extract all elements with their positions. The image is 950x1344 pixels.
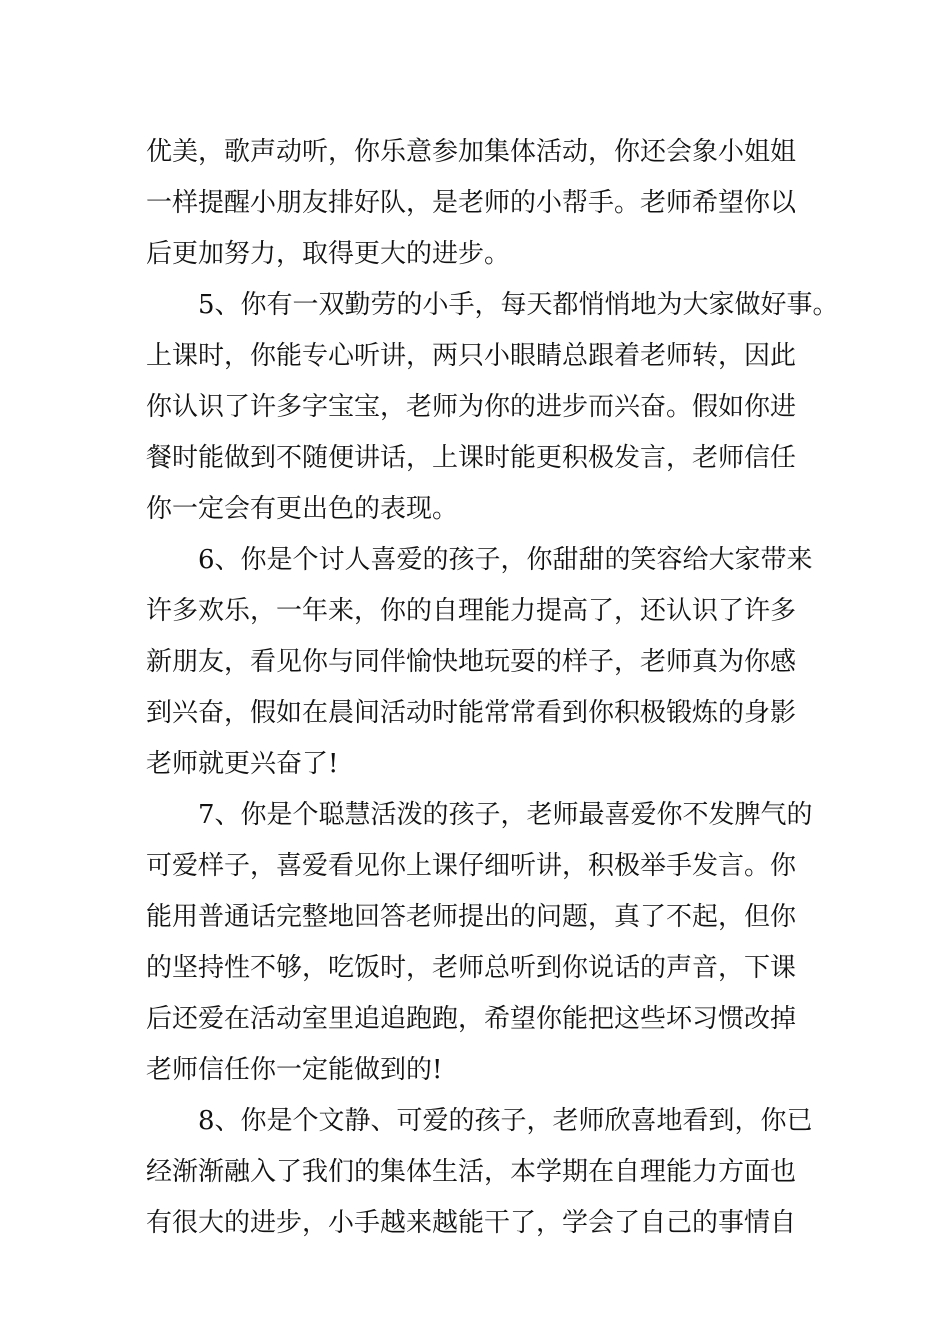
paragraph-first-line: 7、你是个聪慧活泼的孩子，老师最喜爱你不发脾气的 xyxy=(198,800,813,830)
text-line: 一样提醒小朋友排好队，是老师的小帮手。老师希望你以 xyxy=(146,188,797,218)
text-line: 优美，歌声动听，你乐意参加集体活动，你还会象小姐姐 xyxy=(146,137,797,167)
text-line: 上课时，你能专心听讲，两只小眼睛总跟着老师转，因此 xyxy=(146,341,797,371)
text-line: 你一定会有更出色的表现。 xyxy=(146,494,459,524)
text-line: 后还爱在活动室里追追跑跑，希望你能把这些坏习惯改掉 xyxy=(146,1004,797,1034)
text-line: 可爱样子，喜爱看见你上课仔细听讲，积极举手发言。你 xyxy=(146,851,797,881)
text-line: 你认识了许多字宝宝，老师为你的进步而兴奋。假如你进 xyxy=(146,392,797,422)
text-line: 能用普通话完整地回答老师提出的问题，真了不起，但你 xyxy=(146,902,797,932)
text-line: 的坚持性不够，吃饭时，老师总听到你说话的声音，下课 xyxy=(146,953,797,983)
text-line: 有很大的进步，小手越来越能干了，学会了自己的事情自 xyxy=(146,1208,797,1238)
paragraph-first-line: 6、你是个讨人喜爱的孩子，你甜甜的笑容给大家带来 xyxy=(198,545,813,575)
text-line: 许多欢乐，一年来，你的自理能力提高了，还认识了许多 xyxy=(146,596,797,626)
text-line: 餐时能做到不随便讲话，上课时能更积极发言，老师信任 xyxy=(146,443,797,473)
document-body xyxy=(146,127,839,1249)
text-line: 后更加努力，取得更大的进步。 xyxy=(146,239,511,269)
text-line: 老师信任你一定能做到的! xyxy=(146,1055,443,1085)
text-line: 新朋友，看见你与同伴愉快地玩耍的样子，老师真为你感 xyxy=(146,647,797,677)
text-line: 老师就更兴奋了! xyxy=(146,749,339,779)
text-line: 经渐渐融入了我们的集体生活，本学期在自理能力方面也 xyxy=(146,1157,797,1187)
text-line: 到兴奋，假如在晨间活动时能常常看到你积极锻炼的身影 xyxy=(146,698,797,728)
paragraph-first-line: 5、你有一双勤劳的小手，每天都悄悄地为大家做好事。 xyxy=(198,290,839,320)
paragraph-first-line: 8、你是个文静、可爱的孩子，老师欣喜地看到，你已 xyxy=(198,1106,813,1136)
